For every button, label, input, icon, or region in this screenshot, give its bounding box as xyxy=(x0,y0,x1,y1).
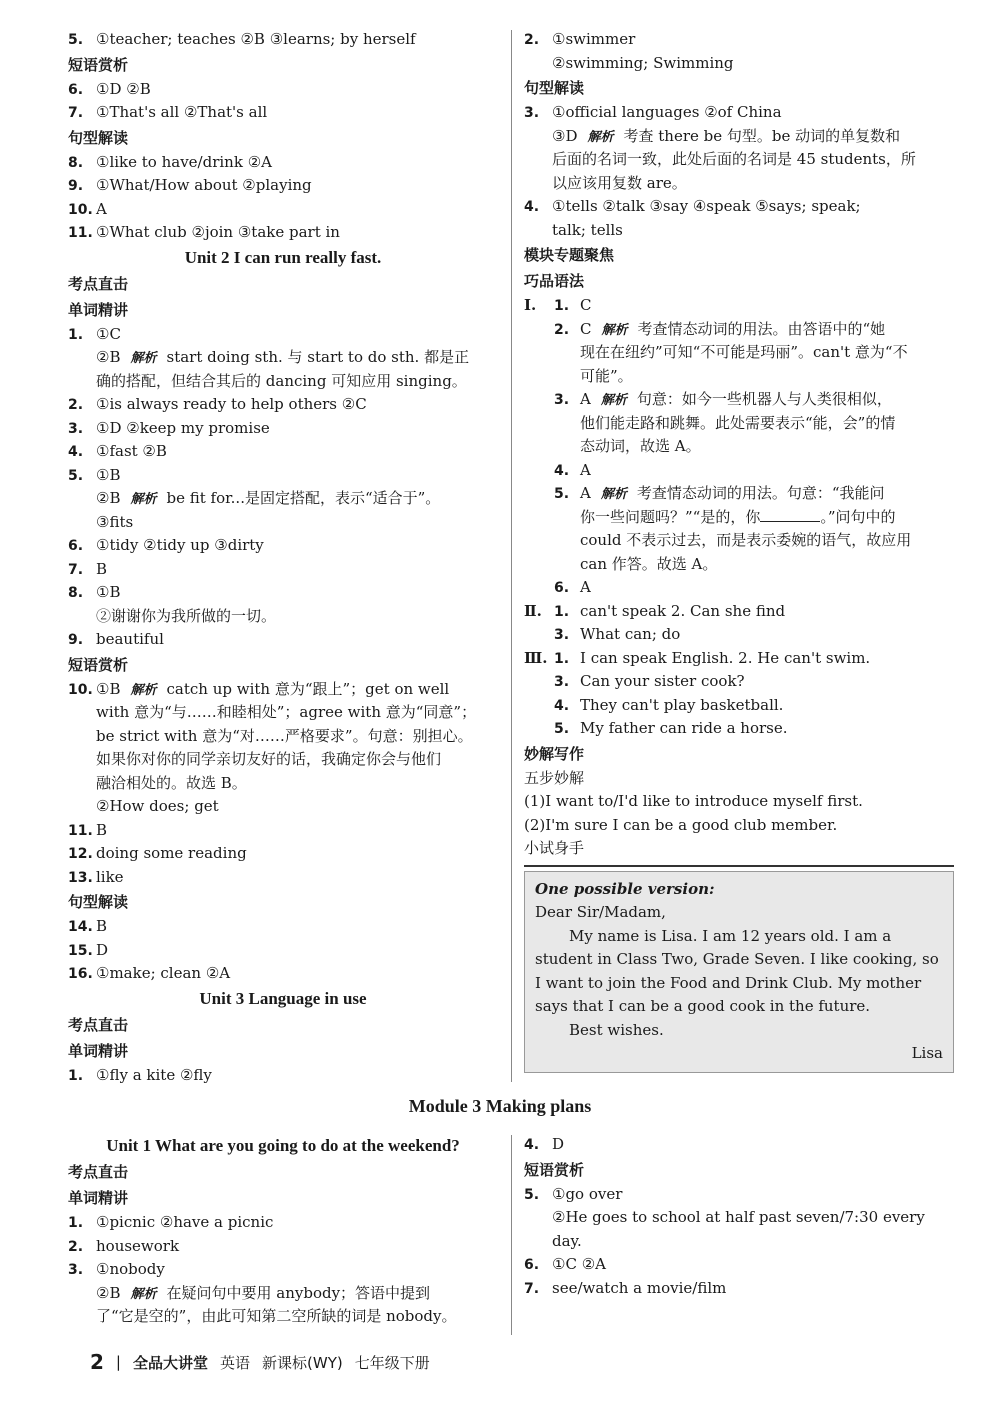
grammar-item xyxy=(524,694,954,718)
analysis-label: 解析 xyxy=(130,351,157,366)
answer-item xyxy=(68,962,498,986)
item-number: 5. xyxy=(554,721,570,737)
answer-text: ①What/How about ②playing xyxy=(96,176,312,194)
answer-text: D xyxy=(552,1135,565,1153)
grammar-item xyxy=(524,435,954,459)
item-number: 7. xyxy=(524,1280,540,1297)
item-number: 4. xyxy=(524,199,540,215)
answer-text: D xyxy=(96,940,109,959)
essay-salutation: Dear Sir/Madam, xyxy=(535,903,666,921)
grammar-item xyxy=(524,294,954,318)
item-number: 1. xyxy=(554,650,570,667)
answer-continuation: 以应该用复数 are。 xyxy=(552,173,687,192)
section-heading: 考点直击 xyxy=(68,1015,129,1034)
right-column-top xyxy=(524,28,954,1073)
grammar-item xyxy=(524,459,954,483)
answer-item xyxy=(68,819,498,843)
analysis-text: What can; do xyxy=(580,625,681,643)
item-number: 5. xyxy=(68,32,84,48)
answer-text: A xyxy=(580,390,591,408)
item-number: 1. xyxy=(554,603,570,620)
essay-heading: One possible version: xyxy=(535,879,715,898)
answer-item xyxy=(68,628,498,652)
answer-text: ①make; clean ②A xyxy=(96,964,231,982)
answer-item xyxy=(68,866,498,890)
section-heading: 模块专题聚焦 xyxy=(524,246,615,264)
answer-text: ①C xyxy=(96,324,121,343)
section-heading: 妙解写作 xyxy=(524,744,585,763)
analysis-text: C xyxy=(580,296,592,314)
answer-continuation: 如果你对你的同学亲切友好的话，我确定你会与他们 xyxy=(96,750,442,768)
analysis-label: 解析 xyxy=(600,393,627,408)
essay-closing: Best wishes. xyxy=(569,1020,664,1039)
section-heading: 单词精讲 xyxy=(68,300,129,319)
grammar-item xyxy=(524,600,954,624)
section-heading: 句型解读 xyxy=(524,79,585,97)
answer-continuation: 了“它是空的”，由此可知第二空所缺的词是 nobody。 xyxy=(96,1307,457,1325)
answer-continuation: 确的搭配，但结合其后的 dancing 可知应用 singing。 xyxy=(96,371,467,390)
section-heading: 句型解读 xyxy=(68,128,129,147)
left-column-bottom xyxy=(68,1133,498,1329)
analysis-text: A xyxy=(580,578,591,596)
item-number: 4. xyxy=(68,444,84,460)
answer-text: ①B xyxy=(96,679,121,698)
answer-text: ①picnic ②have a picnic xyxy=(96,1213,274,1231)
answer-item xyxy=(68,558,498,582)
item-number: 15. xyxy=(68,942,93,959)
item-number: 5. xyxy=(554,486,570,502)
page-number: 2 xyxy=(90,1350,104,1374)
item-number: 1. xyxy=(68,1067,84,1084)
answer-item xyxy=(68,151,498,175)
item-number: 4. xyxy=(554,462,570,479)
answer-text: see/watch a movie/film xyxy=(552,1278,727,1297)
analysis-text: 考查 there be 句型。be 动词的单复数和 xyxy=(623,126,901,145)
answer-text: ①C ②A xyxy=(552,1255,606,1273)
left-column-top xyxy=(68,28,498,1087)
answer-item xyxy=(68,678,498,702)
answer-text: B xyxy=(96,820,108,839)
grammar-item xyxy=(524,553,954,577)
answer-item xyxy=(68,581,498,605)
item-number: 2. xyxy=(68,1238,84,1255)
analysis-label: 解析 xyxy=(130,682,157,698)
item-number: 1. xyxy=(68,1215,84,1231)
item-number: 11. xyxy=(68,822,93,839)
answer-text: ②B xyxy=(96,489,121,507)
item-number: 3. xyxy=(554,392,570,408)
analysis-label: 解析 xyxy=(601,322,628,338)
item-number: 6. xyxy=(68,538,84,554)
grammar-item xyxy=(524,623,954,647)
answer-continuation: 融洽相处的。故选 B。 xyxy=(96,773,247,792)
subheading: 小试身手 xyxy=(524,839,585,857)
item-number: 5. xyxy=(524,1186,540,1203)
analysis-text: 现在在纽约”可知“不可能是玛丽”。can't 意为“不 xyxy=(580,343,908,361)
item-number: 1. xyxy=(554,298,570,314)
analysis-text: I can speak English. 2. He can't swim. xyxy=(580,648,871,667)
answer-continuation: with 意为“与……和睦相处”；agree with 意为“同意”； xyxy=(96,703,477,721)
answer-text: ①D ②keep my promise xyxy=(96,418,270,437)
answer-item xyxy=(68,1258,498,1282)
item-number: 5. xyxy=(68,467,84,484)
analysis-label: 解析 xyxy=(130,1286,157,1302)
answer-text: ①teacher; teaches ②B ③learns; by herself xyxy=(96,30,416,48)
analysis-text: 考查情态动词的用法。句意：“我能问 xyxy=(636,484,885,502)
answer-text: ①fast ②B xyxy=(96,442,167,460)
roman-numeral: Ⅰ. xyxy=(524,296,537,314)
section-heading: 考点直击 xyxy=(68,274,129,293)
grammar-item xyxy=(524,412,954,436)
footer-brand: 全品大讲堂 xyxy=(132,1353,208,1372)
answer-text: ①B xyxy=(96,465,121,484)
answer-text: ①like to have/drink ②A xyxy=(96,152,272,171)
answer-text: ①fly a kite ②fly xyxy=(96,1065,212,1084)
item-number: 2. xyxy=(68,397,84,413)
unit-title: Unit 2 I can run really fast. xyxy=(184,247,382,267)
section-heading: 巧品语法 xyxy=(524,272,585,290)
grammar-item xyxy=(524,576,954,600)
analysis-text: catch up with 意为“跟上”；get on well xyxy=(166,679,450,698)
answer-text: ①D ②B xyxy=(96,79,151,98)
analysis-label: 解析 xyxy=(130,492,157,507)
footer-edition: 新课标(WY) xyxy=(262,1353,343,1372)
essay-signature: Lisa xyxy=(911,1044,943,1062)
section-heading: 句型解读 xyxy=(68,893,129,911)
analysis-text: 态动词，故选 A。 xyxy=(580,437,701,455)
writing-line: (2)I'm sure I can be a good club member. xyxy=(524,815,838,834)
section-heading: 短语赏析 xyxy=(68,55,129,74)
page-footer xyxy=(90,1350,430,1374)
grammar-item xyxy=(524,365,954,389)
answer-text: ①go over xyxy=(552,1184,623,1203)
right-column-bottom xyxy=(524,1133,954,1300)
answer-text: ①What club ②join ③take part in xyxy=(96,223,340,241)
item-number: 8. xyxy=(68,585,84,601)
answer-item xyxy=(524,28,954,52)
column-divider-bottom xyxy=(511,1135,512,1335)
item-number: 2. xyxy=(554,321,570,338)
item-number: 7. xyxy=(68,561,84,578)
analysis-text: Can your sister cook? xyxy=(580,672,745,690)
answer-text: A xyxy=(96,199,107,218)
item-number: 9. xyxy=(68,178,84,194)
item-number: 2. xyxy=(524,32,540,48)
answer-continuation: ③fits xyxy=(96,512,134,531)
analysis-text: 考查情态动词的用法。由答语中的“她 xyxy=(637,319,886,338)
answer-text: ①is always ready to help others ②C xyxy=(96,395,367,413)
answer-continuation: ②He goes to school at half past seven/7:30 every xyxy=(552,1208,925,1226)
answer-text: ①tidy ②tidy up ③dirty xyxy=(96,536,264,554)
answer-text: ③D xyxy=(552,126,578,145)
analysis-text: 在疑问句中要用 anybody；答语中提到 xyxy=(166,1283,431,1302)
answer-item xyxy=(68,417,498,441)
item-number: 3. xyxy=(68,1262,84,1278)
roman-numeral: Ⅱ. xyxy=(524,601,542,620)
item-number: 4. xyxy=(524,1137,540,1153)
analysis-text: They can't play basketball. xyxy=(580,695,784,714)
section-heading: 短语赏析 xyxy=(524,1160,585,1179)
answer-continuation: ②swimming; Swimming xyxy=(552,53,734,72)
answer-continuation: day. xyxy=(552,1231,582,1250)
section-heading: 考点直击 xyxy=(68,1163,129,1181)
answer-text: ②B xyxy=(96,348,121,366)
item-number: 6. xyxy=(68,81,84,98)
answer-item xyxy=(524,101,954,125)
item-number: 4. xyxy=(554,697,570,714)
writing-line: (1)I want to/I'd like to introduce myself first. xyxy=(524,792,863,810)
item-number: 12. xyxy=(68,846,93,862)
grammar-item xyxy=(524,647,954,671)
answer-item xyxy=(68,198,498,222)
section-heading: 单词精讲 xyxy=(68,1041,129,1060)
analysis-text: 可能”。 xyxy=(580,366,633,385)
unit-title: Unit 3 Language in use xyxy=(199,988,367,1008)
analysis-text: start doing sth. 与 start to do sth. 都是正 xyxy=(166,348,470,366)
item-number: 7. xyxy=(68,105,84,121)
item-number: 6. xyxy=(554,580,570,596)
footer-separator: | xyxy=(115,1353,121,1371)
answer-item xyxy=(68,101,498,125)
analysis-text: My father can ride a horse. xyxy=(580,719,788,737)
analysis-text: be fit for...是固定搭配，表示“适合于”。 xyxy=(166,489,441,507)
grammar-item xyxy=(524,388,954,412)
grammar-item xyxy=(524,529,954,553)
analysis-label: 解析 xyxy=(587,129,614,145)
item-number: 11. xyxy=(68,225,93,241)
writing-section xyxy=(524,741,954,1073)
grammar-item xyxy=(524,717,954,741)
answer-text: B xyxy=(96,559,108,578)
answer-item xyxy=(524,1183,954,1207)
answer-item xyxy=(68,78,498,102)
unit-title: Unit 1 What are you going to do at the weekend? xyxy=(106,1136,460,1155)
answer-text: ①swimmer xyxy=(552,30,636,48)
item-number: 10. xyxy=(68,681,93,698)
divider xyxy=(524,865,954,867)
answer-text: ①official languages ②of China xyxy=(552,103,782,121)
answer-item xyxy=(68,1211,498,1235)
answer-continuation: ②谢谢你为我所做的一切。 xyxy=(96,606,277,625)
analysis-text: A xyxy=(580,460,591,479)
answer-subitem xyxy=(524,125,954,149)
answer-text: beautiful xyxy=(96,630,164,648)
answer-item xyxy=(68,1064,498,1088)
item-number: 1. xyxy=(68,326,84,343)
analysis-text: can 作答。故选 A。 xyxy=(580,554,718,573)
analysis-label: 解析 xyxy=(600,487,627,502)
analysis-text: 句意：如今一些机器人与人类很相似， xyxy=(636,390,892,408)
item-number: 16. xyxy=(68,966,93,982)
answer-item xyxy=(68,393,498,417)
item-number: 9. xyxy=(68,632,84,648)
answer-item xyxy=(68,842,498,866)
item-number: 3. xyxy=(554,627,570,643)
answer-item xyxy=(524,1253,954,1277)
analysis-text: 。”问句中的 xyxy=(820,507,896,526)
item-number: 13. xyxy=(68,869,93,886)
grammar-item xyxy=(524,318,954,342)
section-heading: 短语赏析 xyxy=(68,655,129,674)
item-number: 3. xyxy=(524,105,540,121)
answer-text: like xyxy=(96,867,124,886)
answer-item xyxy=(68,174,498,198)
answer-subitem xyxy=(68,1282,498,1306)
answer-text: ①That's all ②That's all xyxy=(96,103,268,121)
footer-grade: 七年级下册 xyxy=(354,1353,430,1372)
item-number: 14. xyxy=(68,919,93,935)
roman-numeral: Ⅲ. xyxy=(524,648,548,667)
item-number: 3. xyxy=(68,420,84,437)
footer-subject: 英语 xyxy=(220,1353,251,1372)
answer-continuation: ②How does; get xyxy=(96,797,219,815)
item-number: 6. xyxy=(524,1257,540,1273)
answer-item xyxy=(68,534,498,558)
answer-continuation: be strict with 意为“对……严格要求”。句意：别担心。 xyxy=(96,726,473,745)
answer-text: housework xyxy=(96,1236,180,1255)
module-title: Module 3 Making plans xyxy=(408,1096,592,1116)
analysis-text: could 不表示过去，而是表示委婉的语气，故应用 xyxy=(580,531,912,549)
column-divider xyxy=(511,30,512,1082)
sample-essay xyxy=(524,871,954,1073)
answer-text: ①tells ②talk ③say ④speak ⑤says; speak; xyxy=(552,197,861,215)
answer-text: A xyxy=(580,484,591,502)
item-number: 3. xyxy=(554,674,570,690)
analysis-text: can't speak 2. Can she find xyxy=(580,601,786,620)
essay-body: My name is Lisa. I am 12 years old. I am a student in Class Two, Grade Seven. I like cooking, so I want to join the Food and Drink Club. My mother says that I can be a good cook in the future. xyxy=(535,926,939,1015)
answer-item xyxy=(68,939,498,963)
answer-text: ②B xyxy=(96,1283,121,1302)
answer-text: B xyxy=(96,917,108,935)
answer-item xyxy=(68,440,498,464)
answer-text: ①B xyxy=(96,583,121,601)
answer-subitem xyxy=(68,346,498,370)
answer-text: doing some reading xyxy=(96,844,247,862)
answer-item xyxy=(524,195,954,219)
grammar-section xyxy=(524,294,954,741)
grammar-item xyxy=(524,670,954,694)
grammar-item xyxy=(524,482,954,506)
answer-item xyxy=(68,915,498,939)
answer-item xyxy=(68,221,498,245)
section-heading: 单词精讲 xyxy=(68,1189,129,1207)
analysis-text: 你一些问题吗？”“是的，你 xyxy=(580,507,761,526)
grammar-item xyxy=(524,506,954,530)
answer-item xyxy=(68,323,498,347)
answer-text: C xyxy=(580,319,592,338)
item-number: 10. xyxy=(68,201,93,218)
analysis-text: 他们能走路和跳舞。此处需要表示“能，会”的情 xyxy=(580,413,896,432)
answer-item xyxy=(524,1277,954,1301)
answer-subitem xyxy=(68,487,498,511)
answer-item xyxy=(68,1235,498,1259)
answer-item xyxy=(524,1133,954,1157)
answer-item xyxy=(68,464,498,488)
answer-item xyxy=(68,28,498,52)
grammar-item xyxy=(524,341,954,365)
answer-continuation: 后面的名词一致，此处后面的名词是 45 students，所 xyxy=(552,150,916,168)
answer-continuation: talk; tells xyxy=(552,220,623,239)
answer-text: ①nobody xyxy=(96,1260,165,1278)
fill-blank xyxy=(760,508,820,522)
subheading: 五步妙解 xyxy=(524,768,585,787)
item-number: 8. xyxy=(68,154,84,171)
